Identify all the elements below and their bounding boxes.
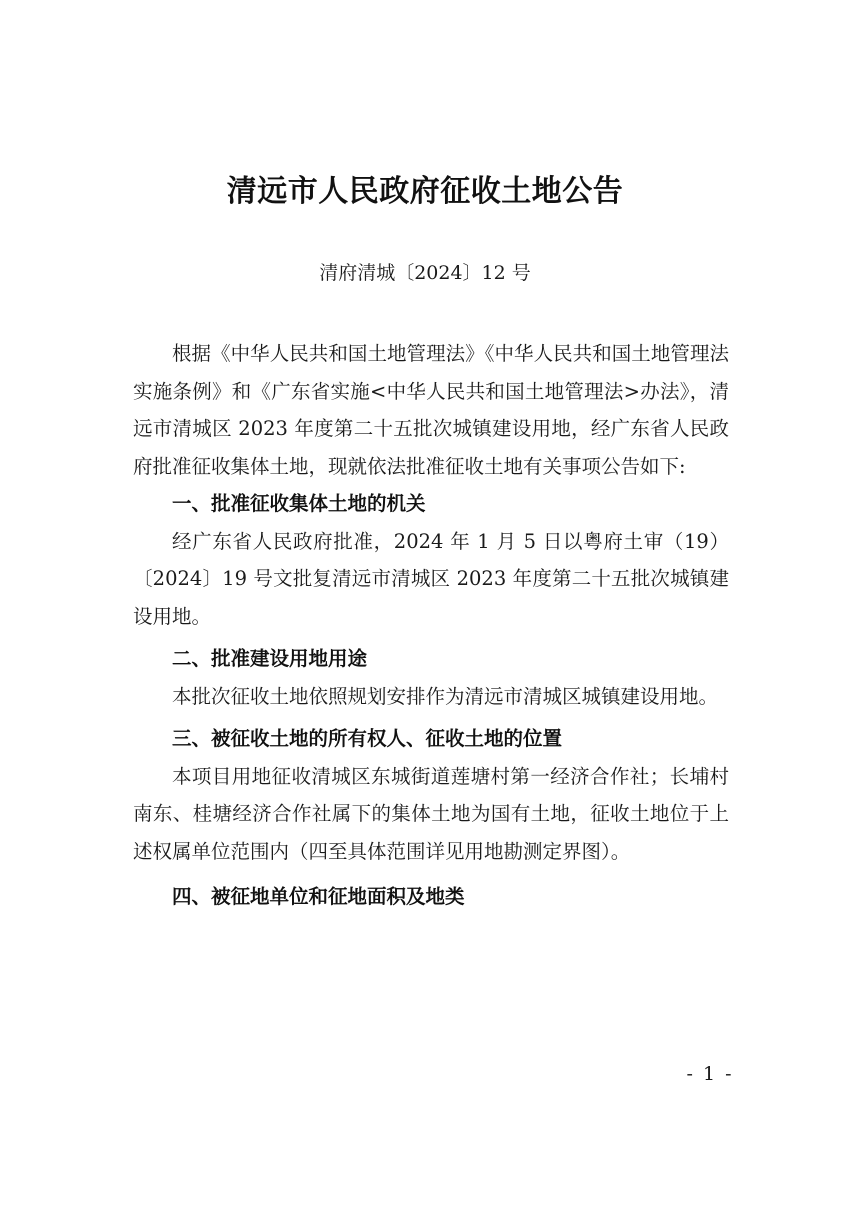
section-body-1: 经广东省人民政府批准，2024 年 1 月 5 日以粤府土审（19）〔2024〕19 号文批复清远市清城区 2023 年度第二十五批次城镇建设用地。 — [133, 529, 729, 628]
page-number: - 1 - — [686, 1063, 734, 1085]
document-body — [133, 335, 729, 916]
section-heading-3: 三、被征收土地的所有权人、征收土地的位置 — [172, 727, 563, 750]
section-body-3: 本项目用地征收清城区东城街道莲塘村第一经济合作社；长埔村南东、桂塘经济合作社属下的集体土地为国有土地，征收土地位于上述权属单位范围内（四至具体范围详见用地勘测定界图）。 — [133, 764, 729, 863]
document-title: 清远市人民政府征收土地公告 — [226, 174, 624, 209]
section-heading-1: 一、批准征收集体土地的机关 — [172, 492, 426, 515]
section-heading-2: 二、批准建设用地用途 — [172, 647, 368, 670]
section-body-2: 本批次征收土地依照规划安排作为清远市清城区城镇建设用地。 — [172, 684, 719, 708]
intro-paragraph: 根据《中华人民共和国土地管理法》《中华人民共和国土地管理法实施条例》和《广东省实施<中华人民共和国土地管理法>办法》，清远市清城区 2023 年度第二十五批次城镇建设用地，经广东省人民政府批准征收集体土地，现就依法批准征收土地有关事项公告如下: — [133, 342, 729, 478]
spacer — [133, 870, 729, 878]
document-number: 清府清城〔2024〕12 号 — [319, 262, 531, 284]
section-heading-4: 四、被征地单位和征地面积及地类 — [172, 885, 465, 908]
